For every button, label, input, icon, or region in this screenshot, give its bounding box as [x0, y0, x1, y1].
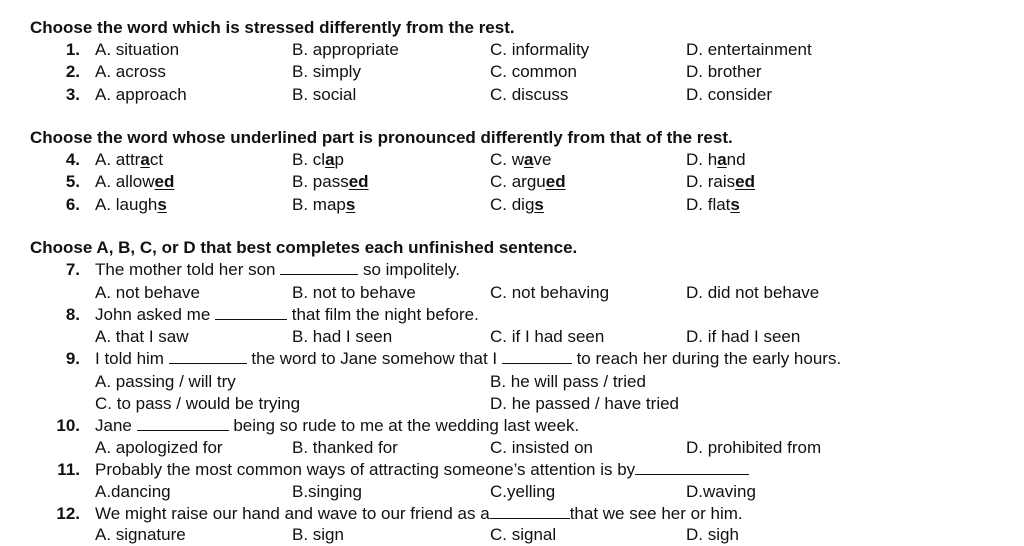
- option-a: A. passing / will try: [95, 372, 236, 391]
- option-c: C. insisted on: [490, 438, 593, 457]
- question-stem: We might raise our hand and wave to our friend as a that we see her or him.: [95, 504, 743, 523]
- question-number: 2.: [65, 62, 80, 81]
- option-a: A. signature: [95, 525, 186, 544]
- option-a: A. approach: [95, 85, 187, 104]
- answer-blank: [635, 460, 749, 475]
- option-c: C. to pass / would be trying: [95, 394, 301, 413]
- section-1-heading: Choose the word which is stressed differently from the rest.: [30, 18, 515, 37]
- question-number: 11.: [57, 460, 80, 479]
- option-d: D. sigh: [686, 525, 739, 544]
- option-b: B. thanked for: [292, 438, 398, 457]
- section-3-heading: Choose A, B, C, or D that best completes each unfinished sentence.: [30, 238, 578, 257]
- option-b: B. maps: [292, 195, 356, 214]
- option-a: A.dancing: [95, 482, 171, 501]
- option-b: B. sign: [292, 525, 344, 544]
- option-b: B. not to behave: [292, 283, 416, 302]
- option-d: D. brother: [686, 62, 762, 81]
- question-number: 7.: [65, 260, 80, 279]
- question-number: 3.: [65, 85, 80, 104]
- question-number: 5.: [65, 172, 80, 191]
- answer-blank: [280, 260, 358, 275]
- answer-blank: [215, 305, 287, 320]
- option-b: B. appropriate: [292, 40, 399, 59]
- option-b: B. he will pass / tried: [490, 372, 646, 391]
- option-b: B. simply: [292, 62, 361, 81]
- option-b: B.singing: [292, 482, 362, 501]
- option-c: C. not behaving: [490, 283, 610, 302]
- option-a: A. situation: [95, 40, 180, 59]
- option-d: D. if had I seen: [686, 327, 801, 346]
- answer-blank: [169, 349, 247, 364]
- question-stem: John asked me that film the night before.: [95, 305, 479, 324]
- question-number: 8.: [65, 305, 80, 324]
- option-d: D. did not behave: [686, 283, 820, 302]
- option-d: D. he passed / have tried: [490, 394, 680, 413]
- option-b: B. passed: [292, 172, 369, 191]
- question-number: 4.: [65, 150, 80, 169]
- option-c: C. if I had seen: [490, 327, 605, 346]
- option-a: A. not behave: [95, 283, 200, 302]
- question-stem: I told him the word to Jane somehow that I to reach her during the early hours.: [95, 349, 842, 368]
- answer-blank: [490, 504, 570, 519]
- question-number: 6.: [65, 195, 80, 214]
- option-c: C. informality: [490, 40, 590, 59]
- option-c: C.yelling: [490, 482, 556, 501]
- option-d: D. hand: [686, 150, 746, 169]
- option-d: D. entertainment: [686, 40, 812, 59]
- question-stem: Probably the most common ways of attracting someone’s attention is by: [95, 459, 749, 481]
- option-a: A. laughs: [95, 195, 167, 214]
- option-c: C. discuss: [490, 85, 569, 104]
- option-c: C. signal: [490, 525, 557, 544]
- question-stem: Jane being so rude to me at the wedding last week.: [95, 416, 580, 435]
- question-number: 1.: [65, 40, 80, 59]
- option-d: D. consider: [686, 85, 772, 104]
- option-b: B. had I seen: [292, 327, 393, 346]
- option-a: A. across: [95, 62, 166, 81]
- answer-blank: [502, 349, 572, 364]
- option-b: B. social: [292, 85, 357, 104]
- question-number: 12.: [56, 504, 80, 523]
- option-c: C. argued: [490, 172, 566, 191]
- option-c: C. wave: [490, 150, 552, 169]
- option-b: B. clap: [292, 150, 344, 169]
- section-2-heading: Choose the word whose underlined part is pronounced differently from that of the rest.: [30, 128, 733, 147]
- option-a: A. attract: [95, 150, 164, 169]
- option-a: A. apologized for: [95, 438, 223, 457]
- option-a: A. that I saw: [95, 327, 189, 346]
- question-number: 9.: [65, 349, 80, 368]
- option-a: A. allowed: [95, 172, 175, 191]
- question-number: 10.: [56, 416, 80, 435]
- option-c: C. digs: [490, 195, 544, 214]
- option-d: D.waving: [686, 482, 756, 501]
- option-d: D. raised: [686, 172, 755, 191]
- option-d: D. flats: [686, 195, 740, 214]
- option-c: C. common: [490, 62, 577, 81]
- question-stem: The mother told her son so impolitely.: [95, 260, 460, 279]
- answer-blank: [137, 416, 229, 431]
- option-d: D. prohibited from: [686, 438, 822, 457]
